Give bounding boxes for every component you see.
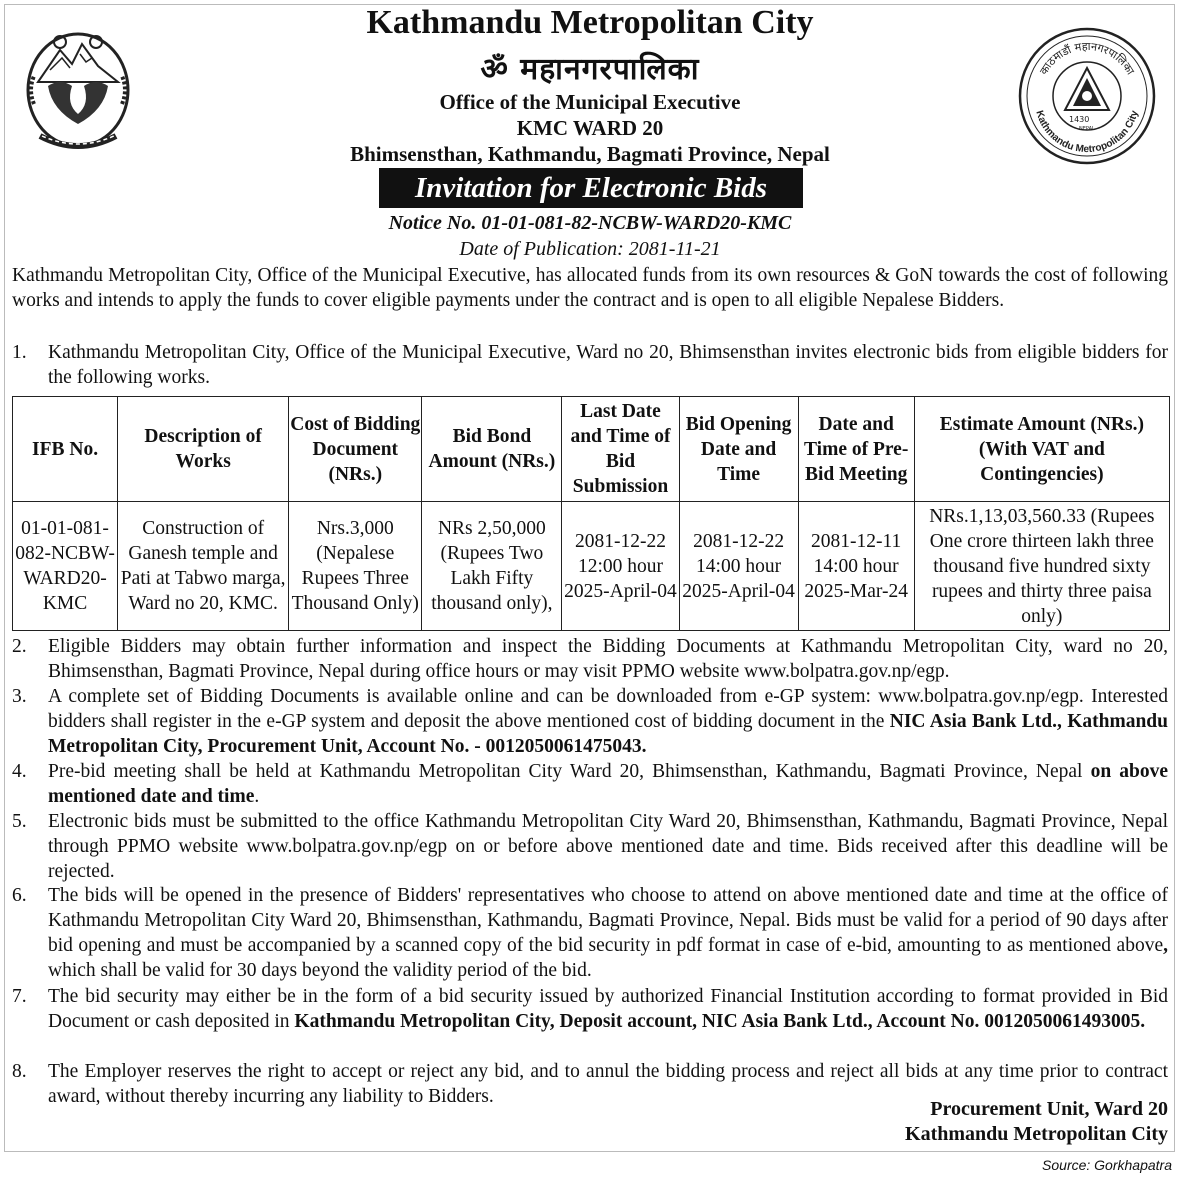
signature-unit: Procurement Unit, Ward 20 xyxy=(930,1098,1168,1120)
nepali-title: ॐ महानगरपालिका xyxy=(480,52,700,87)
list-item xyxy=(12,340,1168,390)
item-number: 8. xyxy=(12,1061,27,1082)
table-cell: Construction of Ganesh temple and Pati at Tabwo marga, Ward no 20, KMC. xyxy=(118,502,289,631)
column-header: Last Date and Time of Bid Submission xyxy=(562,397,679,502)
list-item xyxy=(12,984,1168,1034)
item-number: 5. xyxy=(12,811,27,832)
notice-number: Notice No. 01-01-081-82-NCBW-WARD20-KMC xyxy=(388,212,792,234)
item-text xyxy=(48,684,1168,759)
ward-name: KMC WARD 20 xyxy=(516,116,664,140)
list-item xyxy=(12,883,1168,983)
office-name: Office of the Municipal Executive xyxy=(439,90,741,114)
bid-table xyxy=(12,396,1170,631)
item-bold-text: , xyxy=(1163,935,1168,956)
list-item xyxy=(12,634,1168,684)
table-cell: 2081-12-11 14:00 hour 2025-Mar-24 xyxy=(798,502,914,631)
signature-org: Kathmandu Metropolitan City xyxy=(905,1123,1168,1145)
seal-english-text: Kathmandu Metropolitan City xyxy=(1033,109,1141,156)
notice-banner: Invitation for Electronic Bids xyxy=(379,168,803,208)
column-header: Description of Works xyxy=(118,397,289,502)
page-title: Kathmandu Metropolitan City xyxy=(366,4,814,41)
item-text: Eligible Bidders may obtain further information and inspect the Bidding Documents at Kathmandu Metropolitan City, ward no 20, Bhimsensthan, Bagmati Province, Nepal during office hours or may visit PPMO website www.bolpatra.gov.np/egp. xyxy=(48,636,1168,682)
item-text xyxy=(48,984,1168,1034)
item-number: 4. xyxy=(12,761,27,782)
item-number: 2. xyxy=(12,636,27,657)
column-header: Bid Opening Date and Time xyxy=(679,397,798,502)
column-header: Date and Time of Pre-Bid Meeting xyxy=(798,397,914,502)
office-address: Bhimsensthan, Kathmandu, Bagmati Province, Nepal xyxy=(350,142,830,166)
source-credit: Source: Gorkhapatra xyxy=(1042,1157,1172,1173)
item-text-part: The bid security may either be in the form of a bid security issued by authorized Financial Institution according to format provided in Bid Document or cash deposited in xyxy=(48,986,1168,1032)
column-header: IFB No. xyxy=(13,397,118,502)
deposit-account-text: Kathmandu Metropolitan City, Deposit account, NIC Asia Bank Ltd., Account No. 0012050061493005. xyxy=(294,1011,1146,1032)
item-text: Electronic bids must be submitted to the office Kathmandu Metropolitan City Ward 20, Bhimsensthan, Kathmandu, Bagmati Province, Nepal through PPMO website www.bolpatra.gov.np/egp on or before above mentioned date and time. Bids received after this deadline will be rejected. xyxy=(48,811,1168,882)
column-header: Bid Bond Amount (NRs.) xyxy=(422,397,562,502)
list-item xyxy=(12,684,1168,759)
table-row xyxy=(13,502,1170,631)
seal-nepali-text: काठमाडौं महानगरपालिका xyxy=(1037,39,1137,78)
intro-paragraph: Kathmandu Metropolitan City, Office of the Municipal Executive, has allocated funds from its own resources & GoN towards the cost of following works and intends to apply the funds to cover eligible payments under the contract and is open to all eligible Nepalese Bidders. xyxy=(12,265,1168,311)
column-header: Cost of Bidding Document (NRs.) xyxy=(289,397,422,502)
bank-account-text: NIC Asia Bank Ltd., Kathmandu Metropolitan City, Procurement Unit, Account No. - 0012050061475043. xyxy=(48,711,1168,757)
table-cell: NRs.1,13,03,560.33 (Rupees One crore thirteen lakh three thousand five hundred sixty rupees and thirty three paisa only) xyxy=(914,502,1169,631)
table-header-row xyxy=(13,397,1170,502)
table-cell: 2081-12-22 12:00 hour 2025-April-04 xyxy=(562,502,679,631)
table-cell: 01-01-081-082-NCBW-WARD20-KMC xyxy=(13,502,118,631)
item-number: 1. xyxy=(12,342,27,363)
item-text: Kathmandu Metropolitan City, Office of the Municipal Executive, Ward no 20, Bhimsensthan invites electronic bids from eligible bidders for the following works. xyxy=(48,342,1168,388)
table-cell: 2081-12-22 14:00 hour 2025-April-04 xyxy=(679,502,798,631)
item-text xyxy=(48,759,1168,809)
kmc-seal-icon xyxy=(1017,26,1157,166)
item-text-part: Pre-bid meeting shall be held at Kathmandu Metropolitan City Ward 20, Bhimsensthan, Kathmandu, Bagmati Province, Nepal xyxy=(48,761,1091,782)
item-text-part: A complete set of Bidding Documents is available online and can be downloaded from e-GP system: www.bolpatra.gov.np/egp. Interested bidders shall register in the e-GP system and deposit the above mentioned cost of bidding document in the xyxy=(48,686,1168,732)
list-item xyxy=(12,809,1168,884)
nepal-emblem-icon xyxy=(20,20,136,156)
item-text-part: The bids will be opened in the presence of Bidders' representatives who choose to attend on above mentioned date and time at the office of Kathmandu Metropolitan City Ward 20, Bhimsensthan, Kathmandu, Bagmati Province, Nepal. Bids must be valid for a period of 90 days after bid opening and must be accompanied by a scanned copy of the bid security in pdf format in case of e-bid, amounting to as mentioned above xyxy=(48,885,1168,956)
seal-small-text: NEPAL xyxy=(1079,126,1095,132)
item-text: The Employer reserves the right to accept or reject any bid, and to annul the bidding process and reject all bids at any time prior to contract award, without thereby incurring any liability to Bidders. xyxy=(48,1061,1168,1107)
item-text-part: which shall be valid for 30 days beyond the validity period of the bid. xyxy=(48,960,592,981)
seal-year: 1430 xyxy=(1069,115,1090,124)
item-number: 6. xyxy=(12,885,27,906)
item-text xyxy=(48,883,1168,983)
item-number: 3. xyxy=(12,686,27,707)
item-bold-text: on above mentioned date and time xyxy=(48,761,1168,807)
publication-date: Date of Publication: 2081-11-21 xyxy=(459,238,721,260)
item-text-part: . xyxy=(254,786,260,807)
table-cell: Nrs.3,000 (Nepalese Rupees Three Thousand Only) xyxy=(289,502,422,631)
column-header: Estimate Amount (NRs.) (With VAT and Contingencies) xyxy=(914,397,1169,502)
list-item xyxy=(12,759,1168,809)
table-cell: NRs 2,50,000 (Rupees Two Lakh Fifty thousand only), xyxy=(422,502,562,631)
svg-text:काठमाडौं महानगरपालिका xyxy=(1037,40,1137,77)
item-number: 7. xyxy=(12,986,27,1007)
